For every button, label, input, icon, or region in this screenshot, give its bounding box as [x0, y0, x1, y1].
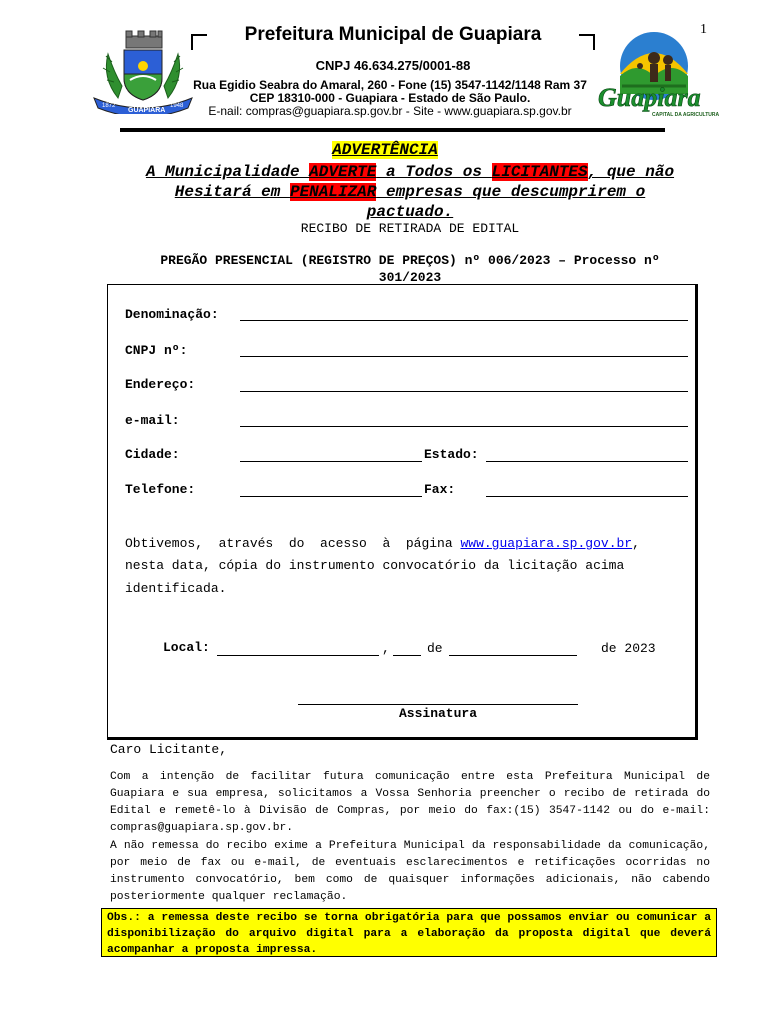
label-cidade: Cidade:	[125, 447, 180, 462]
greeting: Caro Licitante,	[110, 742, 228, 757]
highlight-adverte: ADVERTE	[309, 163, 377, 181]
crest-year-left: 1872	[102, 103, 116, 109]
field-signature[interactable]	[298, 704, 578, 705]
field-day[interactable]	[393, 655, 421, 656]
warning-line-2: Hesitará em PENALIZAR empresas que descumprirem o	[174, 183, 646, 201]
field-estado[interactable]	[486, 461, 688, 462]
logo-wordmark: Guapiara	[598, 83, 701, 112]
field-local[interactable]	[217, 655, 379, 656]
label-signature: Assinatura	[398, 706, 477, 721]
declaration-line-2: nesta data, cópia do instrumento convocatório da licitação acima	[125, 558, 625, 573]
label-de-2023: de 2023	[601, 641, 656, 656]
label-fax: Fax:	[424, 482, 456, 497]
declaration-line-3: identificada.	[125, 581, 227, 596]
obs-text: Obs.: a remessa deste recibo se torna obrigatória para que possamos enviar ou comunicar a disponibilização do arquivo digital para a elaboração da proposta digital que deverá acompanhar a proposta impressa.	[107, 912, 711, 956]
label-local: Local:	[163, 640, 210, 655]
page-number: 1	[700, 22, 707, 37]
header-divider	[120, 128, 665, 132]
warning-line-3: pactuado.	[366, 203, 454, 221]
label-endereco: Endereço:	[125, 377, 196, 392]
label-email: e-mail:	[125, 413, 180, 428]
receipt-title: RECIBO DE RETIRADA DE EDITAL	[300, 221, 520, 236]
pregao-line-1: PREGÃO PRESENCIAL (REGISTRO DE PREÇOS) nº 006/2023 – Processo nº	[160, 253, 660, 268]
header-email-line: E-nail: compras@guapiara.sp.gov.br - Site - www.guapiara.sp.gov.br	[208, 104, 572, 118]
declaration-line-1: Obtivemos, através do acesso à página www.guapiara.sp.gov.br,	[125, 536, 640, 551]
body-paragraph-1: Com a intenção de facilitar futura comunicação entre esta Prefeitura Municipal de Guapiara e sua empresa, solicitamos a Vossa Senhoria preencher o recibo de retirada do Edital e remetê-lo à Divisão de Compras, por meio do fax:(15) 3547-1142 ou do e-mail: compras@guapiara.sp.gov.br.	[110, 771, 710, 834]
label-de-1: de	[427, 641, 443, 656]
highlight-penalizar: PENALIZAR	[289, 183, 377, 201]
header-address-line1: Rua Egidio Seabra do Amaral, 260 - Fone (15) 3547-1142/1148 Ram 37	[193, 78, 587, 92]
body-paragraph-2: A não remessa do recibo exime a Prefeitura Municipal da responsabilidade da comunicação, por meio de fax ou e-mail, de eventuais esclarecimentos e retificações ocorridas no instrumento convocatório, bem como de quaisquer informações adicionais, não cabendo posteriormente qualquer reclamação.	[110, 840, 710, 903]
header-title: Prefeitura Municipal de Guapiara	[244, 24, 542, 45]
field-denominacao[interactable]	[240, 320, 688, 321]
crest-year-right: 1948	[170, 103, 184, 109]
logo-tagline: CAPITAL DA AGRICULTURA	[652, 112, 720, 118]
field-cnpj[interactable]	[240, 356, 688, 357]
local-comma: ,	[382, 641, 390, 656]
pregao-line-2: 301/2023	[378, 270, 442, 285]
label-denominacao: Denominação:	[125, 307, 219, 322]
field-endereco[interactable]	[240, 391, 688, 392]
field-email[interactable]	[240, 426, 688, 427]
label-telefone: Telefone:	[125, 482, 196, 497]
header-address-line2: CEP 18310-000 - Guapiara - Estado de São Paulo.	[249, 91, 531, 105]
highlight-licitantes: LICITANTES	[491, 163, 588, 181]
field-fax[interactable]	[486, 496, 688, 497]
label-estado: Estado:	[424, 447, 479, 462]
field-cidade[interactable]	[240, 461, 422, 462]
receipt-form-box	[107, 284, 698, 740]
field-month[interactable]	[449, 655, 577, 656]
warning-title	[0, 141, 770, 159]
guapiara-logo-icon	[592, 24, 722, 124]
warning-title-text: ADVERTÊNCIA	[332, 141, 438, 159]
crest-ribbon-text: GUAPIARA	[128, 107, 166, 114]
header-cnpj: CNPJ 46.634.275/0001-88	[315, 58, 471, 73]
field-telefone[interactable]	[240, 496, 422, 497]
label-cnpj: CNPJ nº:	[125, 343, 188, 358]
site-link[interactable]: www.guapiara.sp.gov.br	[460, 536, 633, 551]
warning-line-1: A Municipalidade ADVERTE a Todos os LICITANTES, que não	[145, 163, 675, 181]
